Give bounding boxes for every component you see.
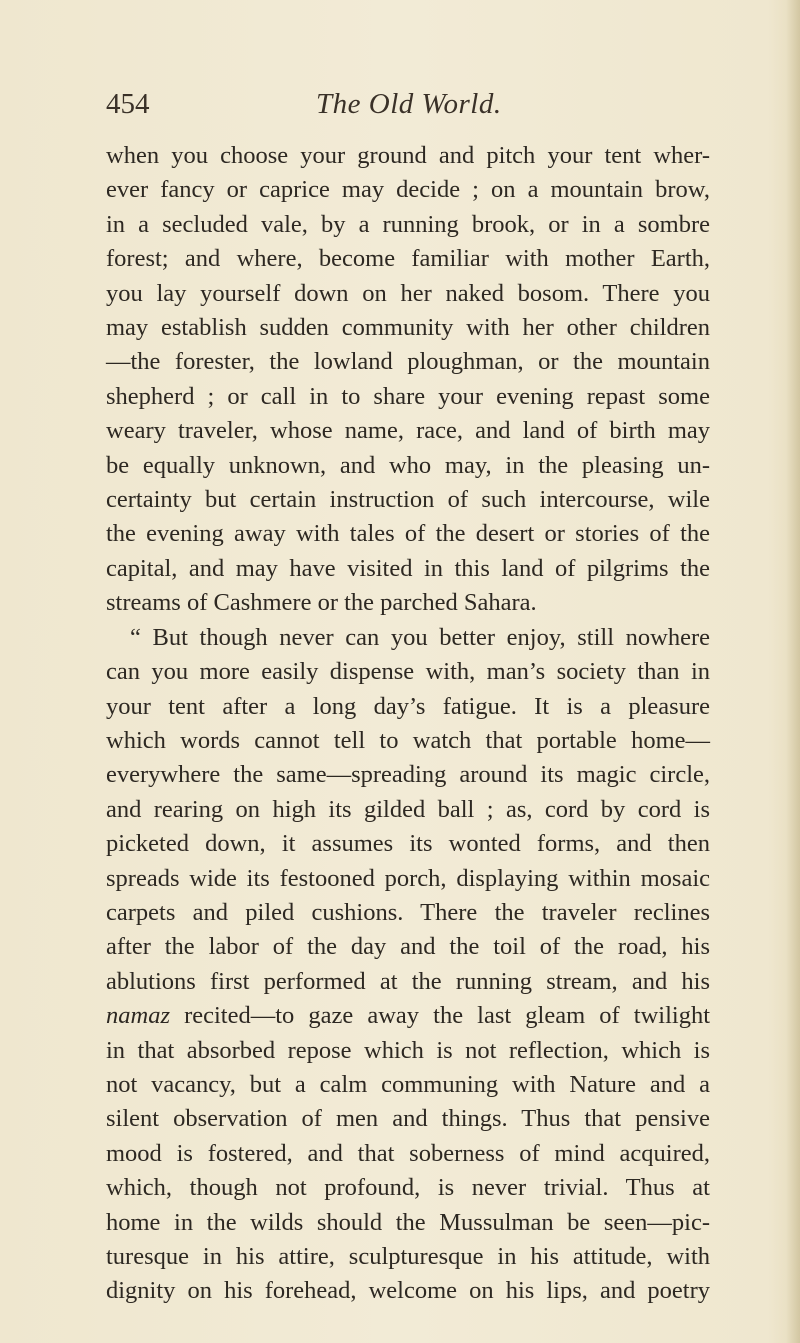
text-line: in that absorbed repose which is not reflection, which is (106, 1036, 710, 1064)
text-line: be equally unknown, and who may, in the pleasing un- (106, 451, 710, 479)
text-line: ablutions first performed at the running stream, and his (106, 967, 710, 995)
text-line: —the forester, the lowland ploughman, or the mountain (106, 348, 710, 376)
text-line: after the labor of the day and the toil of the road, his (106, 933, 710, 961)
text-line: picketed down, it assumes its wonted forms, and then (106, 830, 710, 858)
text-line: shepherd ; or call in to share your evening repast some (106, 382, 710, 410)
text-line: you lay yourself down on her naked bosom. There you (106, 279, 710, 307)
text-line: spreads wide its festooned porch, displaying within mosaic (106, 864, 710, 892)
text-line: weary traveler, whose name, race, and land of birth may (106, 417, 710, 445)
page-edge-shadow (786, 0, 800, 1343)
text-line: ever fancy or caprice may decide ; on a mountain brow, (106, 176, 710, 204)
text-line: can you more easily dispense with, man’s society than in (106, 658, 710, 686)
text-line: everywhere the same—spreading around its magic circle, (106, 761, 710, 789)
text-line: which words cannot tell to watch that portable home— (106, 726, 710, 754)
text-line: certainty but certain instruction of such intercourse, wile (106, 486, 710, 514)
text-line: mood is fostered, and that soberness of mind acquired, (106, 1139, 710, 1167)
text-line: silent observation of men and things. Thus that pensive (106, 1105, 710, 1133)
line-rest: recited—to gaze away the last gleam of twilight (169, 1002, 710, 1030)
text-line: forest; and where, become familiar with mother Earth, (106, 245, 710, 273)
text-line: which, though not profound, is never trivial. Thus at (106, 1174, 710, 1202)
running-head (106, 88, 706, 124)
text-line: when you choose your ground and pitch your tent wher- (106, 142, 710, 169)
text-line: carpets and piled cushions. There the traveler reclines (106, 898, 710, 926)
text-line: your tent after a long day’s fatigue. It is a pleasure (106, 692, 710, 720)
body-text (106, 139, 710, 1309)
paragraph-end-line: streams of Cashmere or the parched Sahara. (106, 589, 537, 617)
text-line: the evening away with tales of the desert or stories of the (106, 520, 710, 548)
running-title: The Old World. (316, 88, 502, 120)
text-line: in a secluded vale, by a running brook, or in a sombre (106, 210, 710, 238)
text-line: and rearing on high its gilded ball ; as, cord by cord is (106, 795, 710, 823)
text-line: home in the wilds should the Mussulman be seen—pic- (106, 1208, 710, 1236)
paragraph-start-line: “ But though never can you better enjoy, still nowhere (130, 623, 710, 651)
text-line-with-italic (106, 999, 710, 1033)
text-line: may establish sudden community with her other children (106, 314, 710, 342)
text-line: not vacancy, but a calm communing with Nature and a (106, 1070, 710, 1098)
italic-word: namaz (106, 1002, 170, 1030)
page-number: 454 (106, 88, 150, 120)
text-line: dignity on his forehead, welcome on his lips, and poetry (106, 1277, 710, 1305)
text-line: capital, and may have visited in this land of pilgrims the (106, 554, 710, 582)
text-line: turesque in his attire, sculpturesque in his attitude, with (106, 1243, 710, 1270)
